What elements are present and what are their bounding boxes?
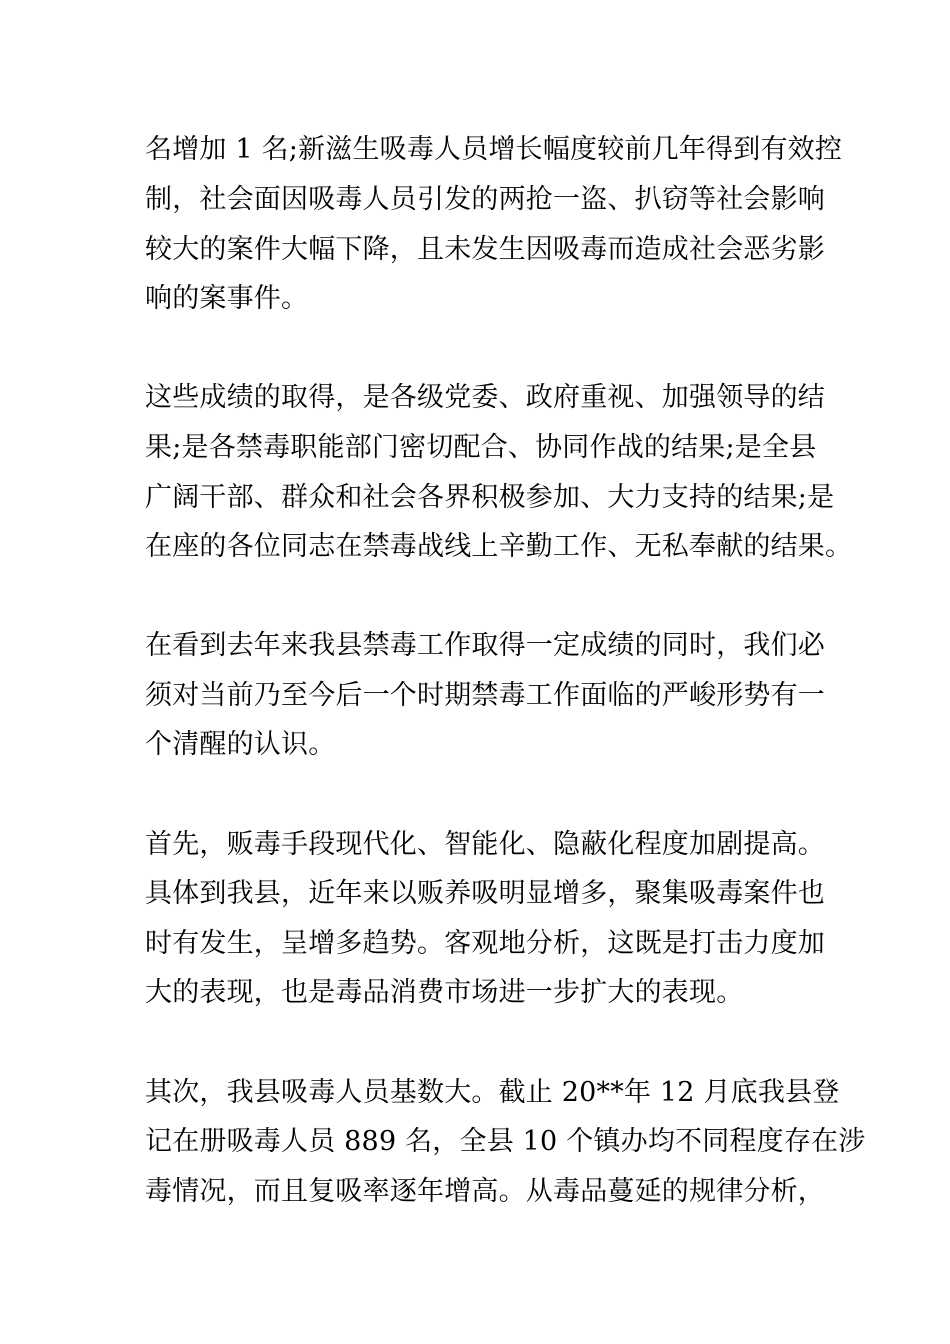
text-line: 时有发生，呈增多趋势。客观地分析，这既是打击力度加 <box>145 928 825 959</box>
text-line: 在座的各位同志在禁毒战线上辛勤工作、无私奉献的结果。 <box>145 531 853 562</box>
text-line: 毒情况，而且复吸率逐年增高。从毒品蔓延的规律分析， <box>145 1176 825 1207</box>
text-line: 须对当前乃至今后一个时期禁毒工作面临的严峻形势有一 <box>145 680 825 711</box>
text-line: 较大的案件大幅下降，且未发生因吸毒而造成社会恶劣影 <box>145 234 825 265</box>
text-line: 大的表现，也是毒品消费市场进一步扩大的表现。 <box>145 977 744 1008</box>
text-line: 在看到去年来我县禁毒工作取得一定成绩的同时，我们必 <box>145 630 825 661</box>
text-line: 首先，贩毒手段现代化、智能化、隐蔽化程度加剧提高。 <box>145 829 825 860</box>
text-line: 具体到我县，近年来以贩养吸明显增多，聚集吸毒案件也 <box>145 878 825 909</box>
text-line: 广阔干部、群众和社会各界积极参加、大力支持的结果;是 <box>145 482 835 513</box>
text-line: 制，社会面因吸毒人员引发的两抢一盗、扒窃等社会影响 <box>145 184 825 215</box>
text-line: 个清醒的认识。 <box>145 729 336 760</box>
text-line: 这些成绩的取得，是各级党委、政府重视、加强领导的结 <box>145 382 825 413</box>
text-line: 果;是各禁毒职能部门密切配合、协同作战的结果;是全县 <box>145 432 817 463</box>
text-line: 响的案事件。 <box>145 283 309 314</box>
text-line: 记在册吸毒人员 889 名，全县 10 个镇办均不同程度存在涉 <box>145 1126 866 1157</box>
text-line: 其次，我县吸毒人员基数大。截止 20**年 12 月底我县登 <box>145 1077 840 1108</box>
text-line: 名增加 1 名;新滋生吸毒人员增长幅度较前几年得到有效控 <box>145 134 843 165</box>
